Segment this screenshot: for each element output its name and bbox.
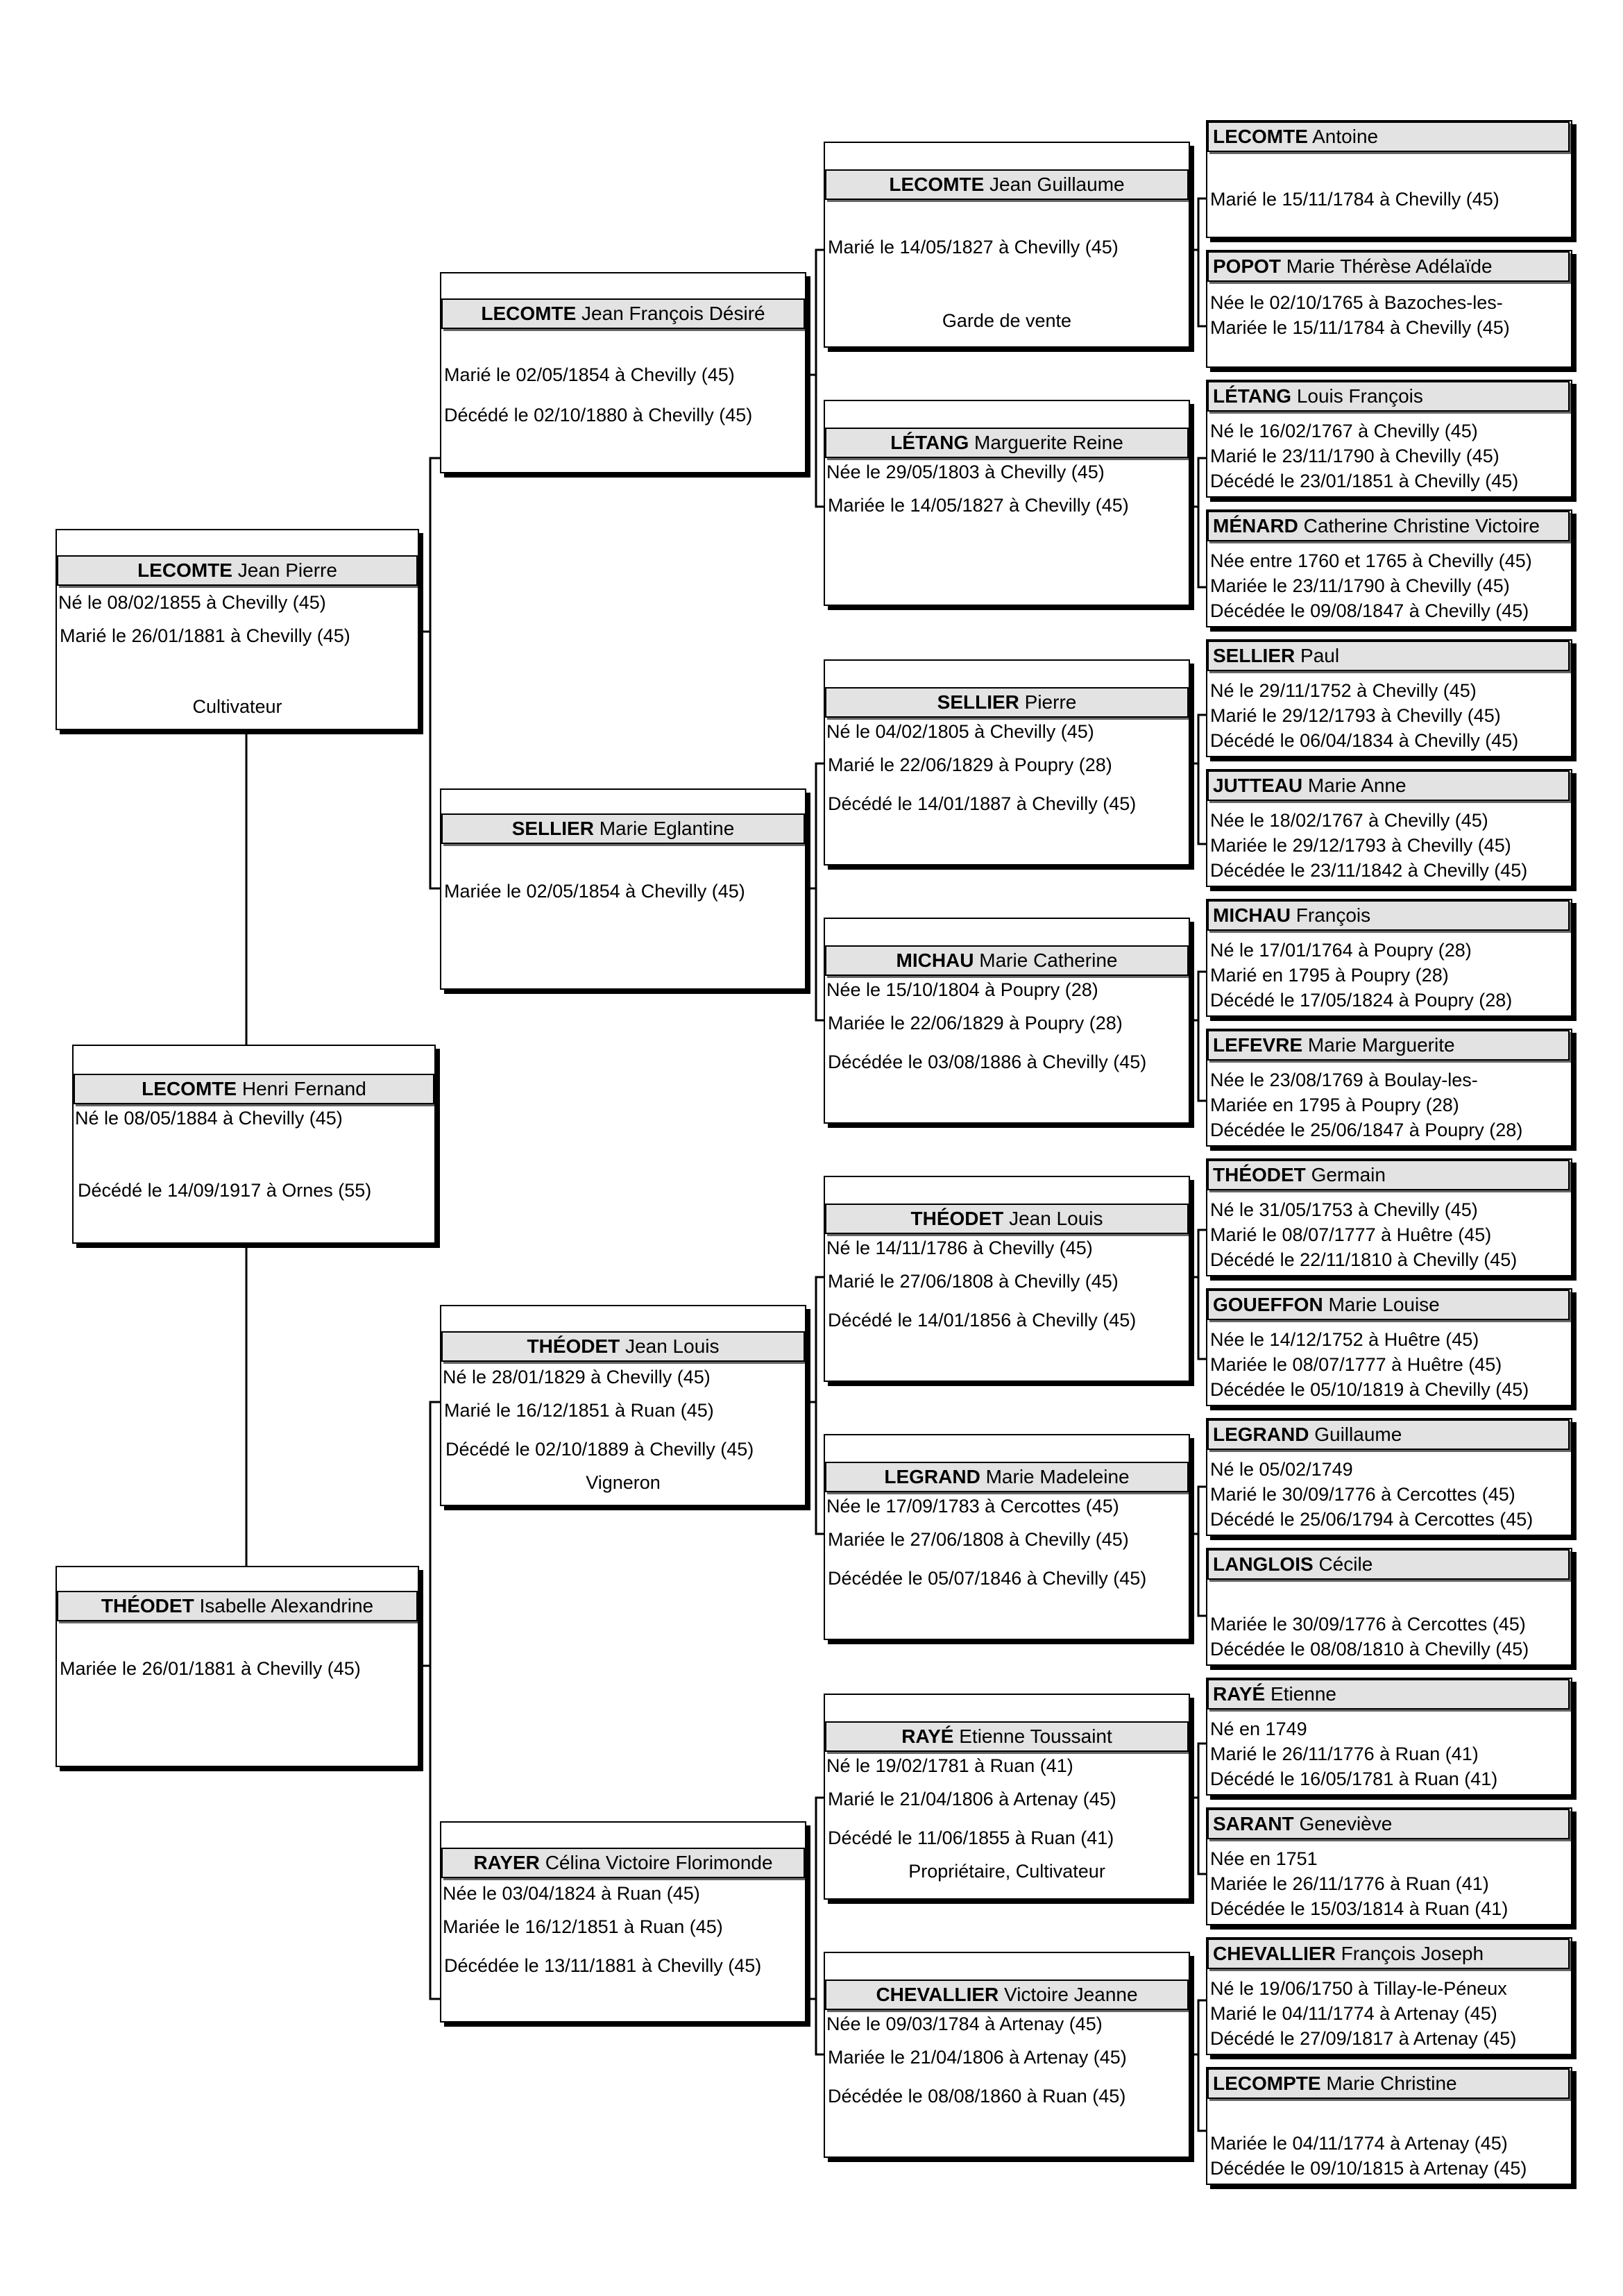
person-card-gen4 — [1206, 1288, 1572, 1406]
marriage-line: Marié le 22/06/1829 à Poupry (28) — [828, 754, 1112, 775]
marriage-line: Mariée le 26/11/1776 à Ruan (41) — [1210, 1873, 1489, 1894]
person-name: LECOMTE Jean Pierre — [57, 555, 418, 586]
marriage-line: Mariée le 26/01/1881 à Chevilly (45) — [60, 1658, 361, 1679]
birth-line: Née le 02/10/1765 à Bazoches-les- — [1210, 292, 1503, 313]
marriage-line: Marié le 30/09/1776 à Cercottes (45) — [1210, 1484, 1515, 1505]
death-line: Décédé le 27/09/1817 à Artenay (45) — [1210, 2028, 1517, 2049]
birth-line: Né le 17/01/1764 à Poupry (28) — [1210, 940, 1472, 961]
person-name: THÉODET Isabelle Alexandrine — [57, 1591, 418, 1621]
person-name: CHEVALLIER François Joseph — [1207, 1939, 1570, 1969]
person-card-gen4 — [1206, 250, 1572, 368]
marriage-line: Mariée le 04/11/1774 à Artenay (45) — [1210, 2133, 1508, 2154]
person-name: POPOT Marie Thérèse Adélaïde — [1207, 251, 1570, 282]
death-line: Décédé le 11/06/1855 à Ruan (41) — [828, 1827, 1114, 1848]
occupation-line: Propriétaire, Cultivateur — [908, 1861, 1105, 1882]
birth-line: Née le 18/02/1767 à Chevilly (45) — [1210, 810, 1488, 831]
person-card-gen3 — [824, 1952, 1190, 2158]
person-name: LECOMTE Jean Guillaume — [825, 169, 1189, 200]
person-card-gen3 — [824, 142, 1190, 348]
person-name: THÉODET Jean Louis — [441, 1331, 805, 1362]
death-line: Décédé le 06/04/1834 à Chevilly (45) — [1210, 730, 1519, 751]
person-name: SELLIER Marie Eglantine — [441, 813, 805, 844]
person-card-gen4 — [1206, 1678, 1572, 1796]
birth-line: Né le 29/11/1752 à Chevilly (45) — [1210, 680, 1477, 701]
death-line: Décédée le 05/10/1819 à Chevilly (45) — [1210, 1379, 1529, 1400]
birth-line: Née le 29/05/1803 à Chevilly (45) — [826, 462, 1105, 482]
person-card-gen4 — [1206, 509, 1572, 627]
person-name: THÉODET Germain — [1207, 1160, 1570, 1190]
person-name: SELLIER Paul — [1207, 641, 1570, 671]
marriage-line: Mariée le 30/09/1776 à Cercottes (45) — [1210, 1614, 1526, 1635]
person-card-gen4 — [1206, 120, 1572, 238]
person-name: SARANT Geneviève — [1207, 1809, 1570, 1839]
death-line: Décédée le 09/08/1847 à Chevilly (45) — [1210, 600, 1529, 621]
birth-line: Né en 1749 — [1210, 1719, 1307, 1739]
person-name: LECOMPTE Marie Christine — [1207, 2068, 1570, 2099]
person-card-gen2 — [440, 788, 806, 990]
marriage-line: Mariée en 1795 à Poupry (28) — [1210, 1095, 1459, 1115]
person-card-gen4 — [1206, 1937, 1572, 2055]
marriage-line: Mariée le 16/12/1851 à Ruan (45) — [443, 1916, 723, 1937]
person-card-gen1-father — [56, 529, 419, 730]
birth-line: Née le 23/08/1769 à Boulay-les- — [1210, 1070, 1478, 1090]
marriage-line: Marié le 29/12/1793 à Chevilly (45) — [1210, 705, 1501, 726]
person-name: LECOMTE Henri Fernand — [74, 1074, 434, 1104]
death-line: Décédé le 23/01/1851 à Chevilly (45) — [1210, 471, 1519, 491]
person-card-gen4 — [1206, 769, 1572, 887]
birth-line: Né le 08/02/1855 à Chevilly (45) — [58, 592, 326, 613]
person-card-gen3 — [824, 918, 1190, 1124]
marriage-line: Marié le 02/05/1854 à Chevilly (45) — [444, 364, 735, 385]
person-name: GOUEFFON Marie Louise — [1207, 1290, 1570, 1320]
marriage-line: Mariée le 14/05/1827 à Chevilly (45) — [828, 495, 1129, 516]
marriage-line: Mariée le 22/06/1829 à Poupry (28) — [828, 1013, 1123, 1033]
birth-line: Née entre 1760 et 1765 à Chevilly (45) — [1210, 550, 1532, 571]
marriage-line: Marié le 27/06/1808 à Chevilly (45) — [828, 1271, 1119, 1292]
birth-line: Née le 09/03/1784 à Artenay (45) — [826, 2014, 1103, 2034]
person-name: RAYÉ Etienne Toussaint — [825, 1721, 1189, 1752]
marriage-line: Mariée le 08/07/1777 à Huêtre (45) — [1210, 1354, 1502, 1375]
person-card-gen4 — [1206, 639, 1572, 757]
birth-line: Né le 16/02/1767 à Chevilly (45) — [1210, 421, 1478, 441]
person-card-gen3 — [824, 1694, 1190, 1900]
marriage-line: Mariée le 23/11/1790 à Chevilly (45) — [1210, 575, 1510, 596]
person-card-root — [72, 1045, 436, 1244]
person-card-gen4 — [1206, 1158, 1572, 1276]
birth-line: Née le 17/09/1783 à Cercottes (45) — [826, 1496, 1119, 1517]
death-line: Décédé le 14/01/1856 à Chevilly (45) — [828, 1310, 1137, 1331]
birth-line: Né le 04/02/1805 à Chevilly (45) — [826, 721, 1094, 742]
person-card-gen3 — [824, 1434, 1190, 1640]
birth-line: Né le 19/02/1781 à Ruan (41) — [826, 1755, 1073, 1776]
occupation-line: Vigneron — [586, 1472, 661, 1493]
person-card-gen4 — [1206, 1029, 1572, 1147]
person-card-gen1-mother — [56, 1566, 419, 1767]
person-name: LEGRAND Marie Madeleine — [825, 1462, 1189, 1492]
birth-line: Né le 08/05/1884 à Chevilly (45) — [75, 1108, 343, 1129]
death-line: Décédé le 16/05/1781 à Ruan (41) — [1210, 1769, 1498, 1789]
person-name: MICHAU François — [1207, 900, 1570, 931]
person-name: RAYÉ Etienne — [1207, 1679, 1570, 1710]
person-name: LANGLOIS Cécile — [1207, 1549, 1570, 1580]
birth-line: Née le 03/04/1824 à Ruan (45) — [443, 1883, 700, 1904]
occupation-line: Garde de vente — [942, 310, 1072, 331]
death-line: Décédée le 09/10/1815 à Artenay (45) — [1210, 2158, 1527, 2179]
death-line: Décédé le 22/11/1810 à Chevilly (45) — [1210, 1249, 1518, 1270]
birth-line: Né le 31/05/1753 à Chevilly (45) — [1210, 1199, 1478, 1220]
person-card-gen4 — [1206, 1418, 1572, 1536]
marriage-line: Mariée le 02/05/1854 à Chevilly (45) — [444, 881, 745, 902]
occupation-line: Cultivateur — [192, 696, 282, 717]
birth-line: Née en 1751 — [1210, 1848, 1318, 1869]
person-name: LÉTANG Louis François — [1207, 381, 1570, 412]
death-line: Décédée le 08/08/1810 à Chevilly (45) — [1210, 1639, 1529, 1660]
birth-line: Né le 05/02/1749 — [1210, 1459, 1353, 1480]
person-card-gen2 — [440, 1305, 806, 1506]
death-line: Décédé le 02/10/1880 à Chevilly (45) — [444, 405, 753, 425]
person-card-gen4 — [1206, 380, 1572, 498]
person-card-gen2 — [440, 272, 806, 473]
birth-line: Née le 14/12/1752 à Huêtre (45) — [1210, 1329, 1479, 1350]
person-card-gen3 — [824, 1176, 1190, 1382]
person-name: JUTTEAU Marie Anne — [1207, 770, 1570, 801]
person-name: MÉNARD Catherine Christine Victoire — [1207, 511, 1570, 541]
person-name: LEGRAND Guillaume — [1207, 1419, 1570, 1450]
person-name: MICHAU Marie Catherine — [825, 945, 1189, 976]
death-line: Décédée le 25/06/1847 à Poupry (28) — [1210, 1120, 1523, 1140]
person-name: THÉODET Jean Louis — [825, 1204, 1189, 1234]
marriage-line: Marié le 14/05/1827 à Chevilly (45) — [828, 237, 1119, 258]
death-line: Décédé le 02/10/1889 à Chevilly (45) — [445, 1439, 754, 1460]
birth-line: Né le 14/11/1786 à Chevilly (45) — [826, 1238, 1093, 1258]
death-line: Décédée le 08/08/1860 à Ruan (45) — [828, 2086, 1126, 2107]
marriage-line: Mariée le 15/11/1784 à Chevilly (45) — [1210, 317, 1510, 338]
birth-line: Née le 15/10/1804 à Poupry (28) — [826, 979, 1098, 1000]
person-card-gen3 — [824, 400, 1190, 606]
death-line: Décédée le 15/03/1814 à Ruan (41) — [1210, 1898, 1509, 1919]
person-name: CHEVALLIER Victoire Jeanne — [825, 1980, 1189, 2010]
person-name: SELLIER Pierre — [825, 687, 1189, 718]
marriage-line: Marié le 23/11/1790 à Chevilly (45) — [1210, 446, 1499, 466]
marriage-line: Marié le 26/11/1776 à Ruan (41) — [1210, 1744, 1479, 1764]
birth-line: Né le 19/06/1750 à Tillay-le-Péneux — [1210, 1978, 1507, 1999]
death-line: Décédée le 03/08/1886 à Chevilly (45) — [828, 1052, 1147, 1072]
person-card-gen4 — [1206, 899, 1572, 1017]
person-name: RAYER Célina Victoire Florimonde — [441, 1848, 805, 1878]
death-line: Décédée le 05/07/1846 à Chevilly (45) — [828, 1568, 1147, 1589]
marriage-line: Mariée le 29/12/1793 à Chevilly (45) — [1210, 835, 1511, 856]
birth-line: Né le 28/01/1829 à Chevilly (45) — [443, 1367, 711, 1387]
death-line: Décédée le 13/11/1881 à Chevilly (45) — [444, 1955, 762, 1976]
person-card-gen4 — [1206, 1548, 1572, 1666]
marriage-line: Marié le 21/04/1806 à Artenay (45) — [828, 1789, 1116, 1809]
person-card-gen2 — [440, 1821, 806, 2023]
person-card-gen3 — [824, 659, 1190, 866]
marriage-line: Mariée le 21/04/1806 à Artenay (45) — [828, 2047, 1127, 2068]
marriage-line: Marié en 1795 à Poupry (28) — [1210, 965, 1449, 986]
marriage-line: Mariée le 27/06/1808 à Chevilly (45) — [828, 1529, 1129, 1550]
death-line: Décédée le 23/11/1842 à Chevilly (45) — [1210, 860, 1528, 881]
marriage-line: Marié le 15/11/1784 à Chevilly (45) — [1210, 189, 1499, 210]
death-line: Décédé le 25/06/1794 à Cercottes (45) — [1210, 1509, 1533, 1530]
person-card-gen4 — [1206, 2067, 1572, 2185]
death-line: Décédé le 17/05/1824 à Poupry (28) — [1210, 990, 1513, 1011]
death-line: Décédé le 14/01/1887 à Chevilly (45) — [828, 793, 1137, 814]
marriage-line: Marié le 26/01/1881 à Chevilly (45) — [60, 625, 350, 646]
person-name: LECOMTE Antoine — [1207, 121, 1570, 152]
marriage-line: Marié le 16/12/1851 à Ruan (45) — [444, 1400, 714, 1421]
person-name: LECOMTE Jean François Désiré — [441, 298, 805, 329]
marriage-line: Marié le 04/11/1774 à Artenay (45) — [1210, 2003, 1497, 2024]
death-line: Décédé le 14/09/1917 à Ornes (55) — [78, 1180, 372, 1201]
person-name: LEFEVRE Marie Marguerite — [1207, 1030, 1570, 1061]
person-name: LÉTANG Marguerite Reine — [825, 428, 1189, 458]
person-card-gen4 — [1206, 1807, 1572, 1925]
marriage-line: Marié le 08/07/1777 à Huêtre (45) — [1210, 1224, 1492, 1245]
